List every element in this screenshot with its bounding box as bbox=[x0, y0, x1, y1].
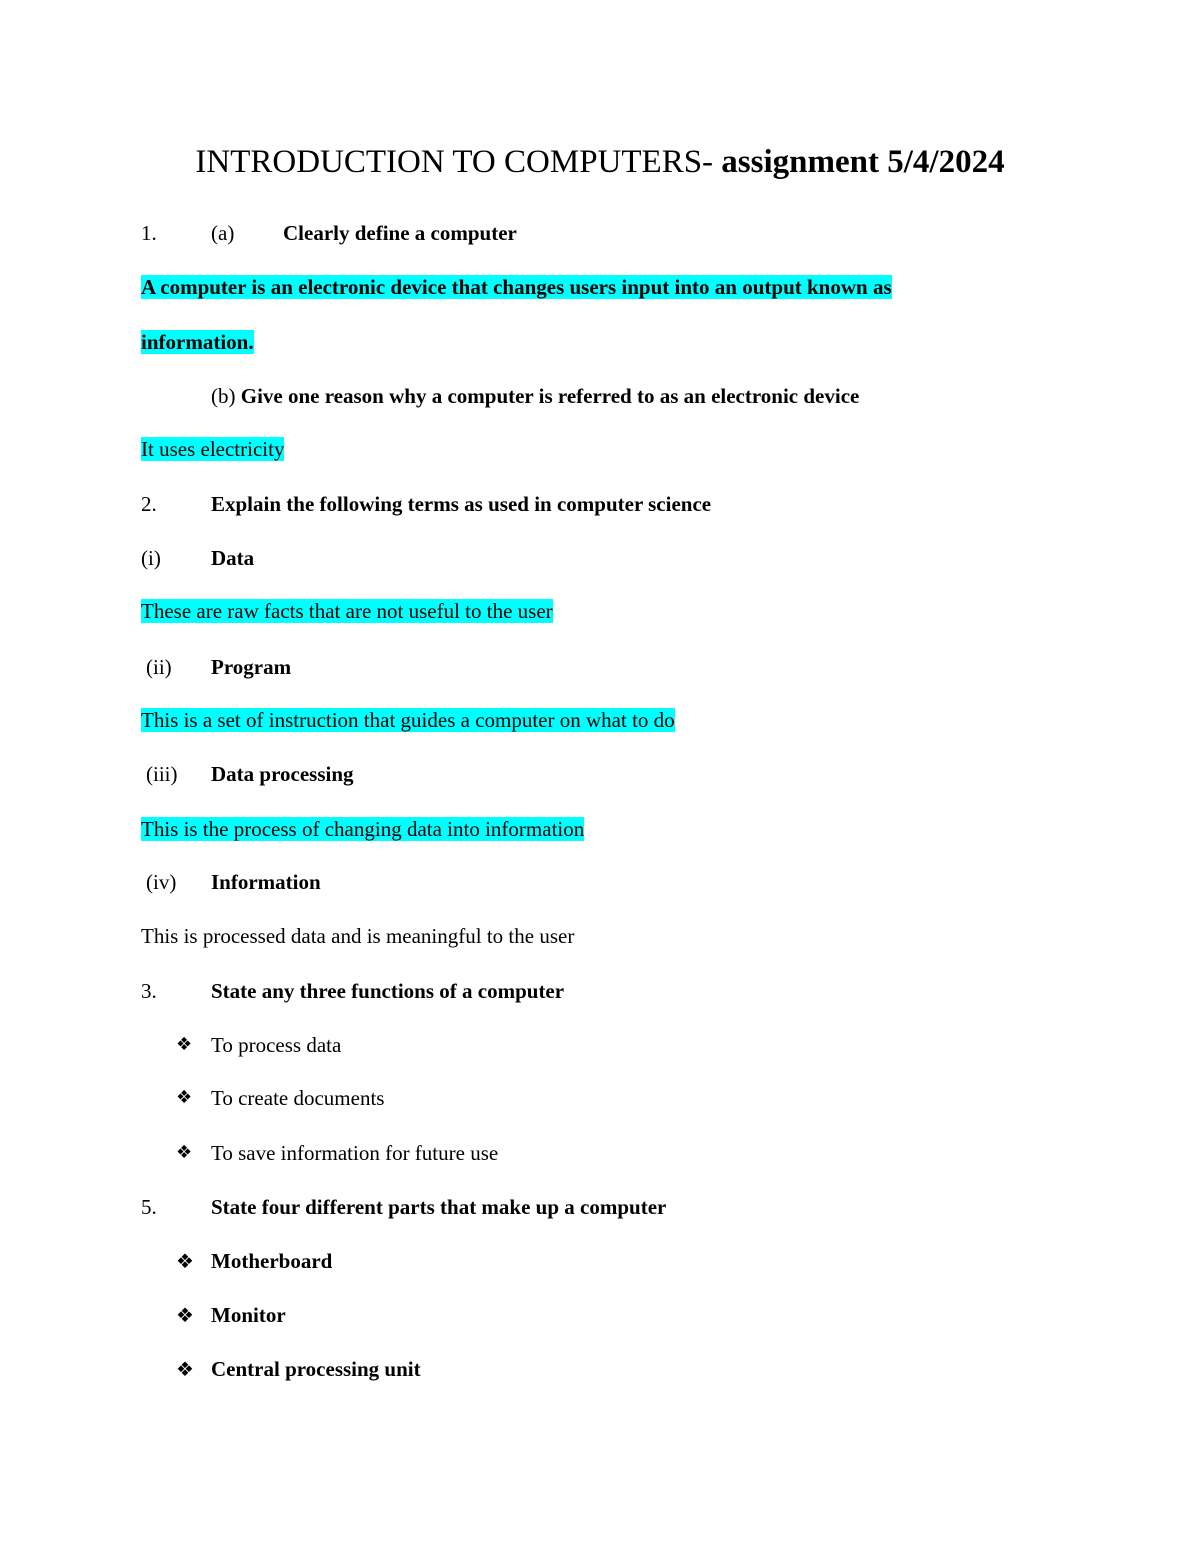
title-main: INTRODUCTION TO COMPUTERS- bbox=[195, 144, 714, 180]
q1b-line bbox=[211, 382, 859, 410]
solid-diamond-bullet-icon: ❖ bbox=[176, 1303, 194, 1327]
q2-term-answer: These are raw facts that are not useful to the user bbox=[141, 599, 553, 623]
q5-question: State four different parts that make up a computer bbox=[211, 1195, 667, 1219]
q2-term: Information bbox=[211, 870, 321, 894]
q3-question: State any three functions of a computer bbox=[211, 979, 565, 1003]
title-date: assignment 5/4/2024 bbox=[713, 144, 1005, 180]
q2-number: 2. bbox=[141, 492, 157, 516]
q1-number: 1. bbox=[141, 221, 157, 245]
q1a-answer-line2: information. bbox=[141, 330, 254, 354]
q3-number: 3. bbox=[141, 979, 157, 1003]
q2-term: Data processing bbox=[211, 762, 354, 786]
q2-term-answer: This is a set of instruction that guides a computer on what to do bbox=[141, 708, 675, 732]
q1b-answer: It uses electricity bbox=[141, 437, 285, 461]
q5-number: 5. bbox=[141, 1195, 157, 1219]
q2-term-answer: This is processed data and is meaningful to the user bbox=[141, 924, 575, 948]
q1a-label: (a) bbox=[211, 221, 235, 245]
solid-diamond-bullet-icon: ❖ bbox=[176, 1357, 194, 1381]
outlined-diamond-bullet-icon: ❖ bbox=[176, 1034, 193, 1055]
outlined-diamond-bullet-icon: ❖ bbox=[176, 1087, 193, 1108]
q5-item: Monitor bbox=[211, 1303, 286, 1327]
solid-diamond-bullet-icon: ❖ bbox=[176, 1249, 194, 1273]
q2-question: Explain the following terms as used in computer science bbox=[211, 492, 712, 516]
q3-item: To save information for future use bbox=[211, 1141, 499, 1165]
q2-term-label: (iv) bbox=[146, 870, 177, 894]
q5-item: Motherboard bbox=[211, 1249, 333, 1273]
q2-term-label: (iii) bbox=[146, 762, 178, 786]
q2-term-label: (i) bbox=[141, 546, 161, 570]
q1a-answer-line1: A computer is an electronic device that changes users input into an output known as bbox=[141, 275, 892, 299]
q1b-label: (b) bbox=[211, 384, 236, 408]
q3-item: To process data bbox=[211, 1033, 342, 1057]
q2-term-answer: This is the process of changing data into information bbox=[141, 817, 585, 841]
q5-item: Central processing unit bbox=[211, 1357, 421, 1381]
q1a-question: Clearly define a computer bbox=[283, 221, 517, 245]
q2-term: Data bbox=[211, 546, 255, 570]
q2-term: Program bbox=[211, 655, 292, 679]
q2-term-label: (ii) bbox=[146, 655, 172, 679]
q3-item: To create documents bbox=[211, 1086, 385, 1110]
outlined-diamond-bullet-icon: ❖ bbox=[176, 1142, 193, 1163]
q1b-question: Give one reason why a computer is referred to as an electronic device bbox=[235, 384, 860, 408]
document-title bbox=[0, 140, 1200, 184]
